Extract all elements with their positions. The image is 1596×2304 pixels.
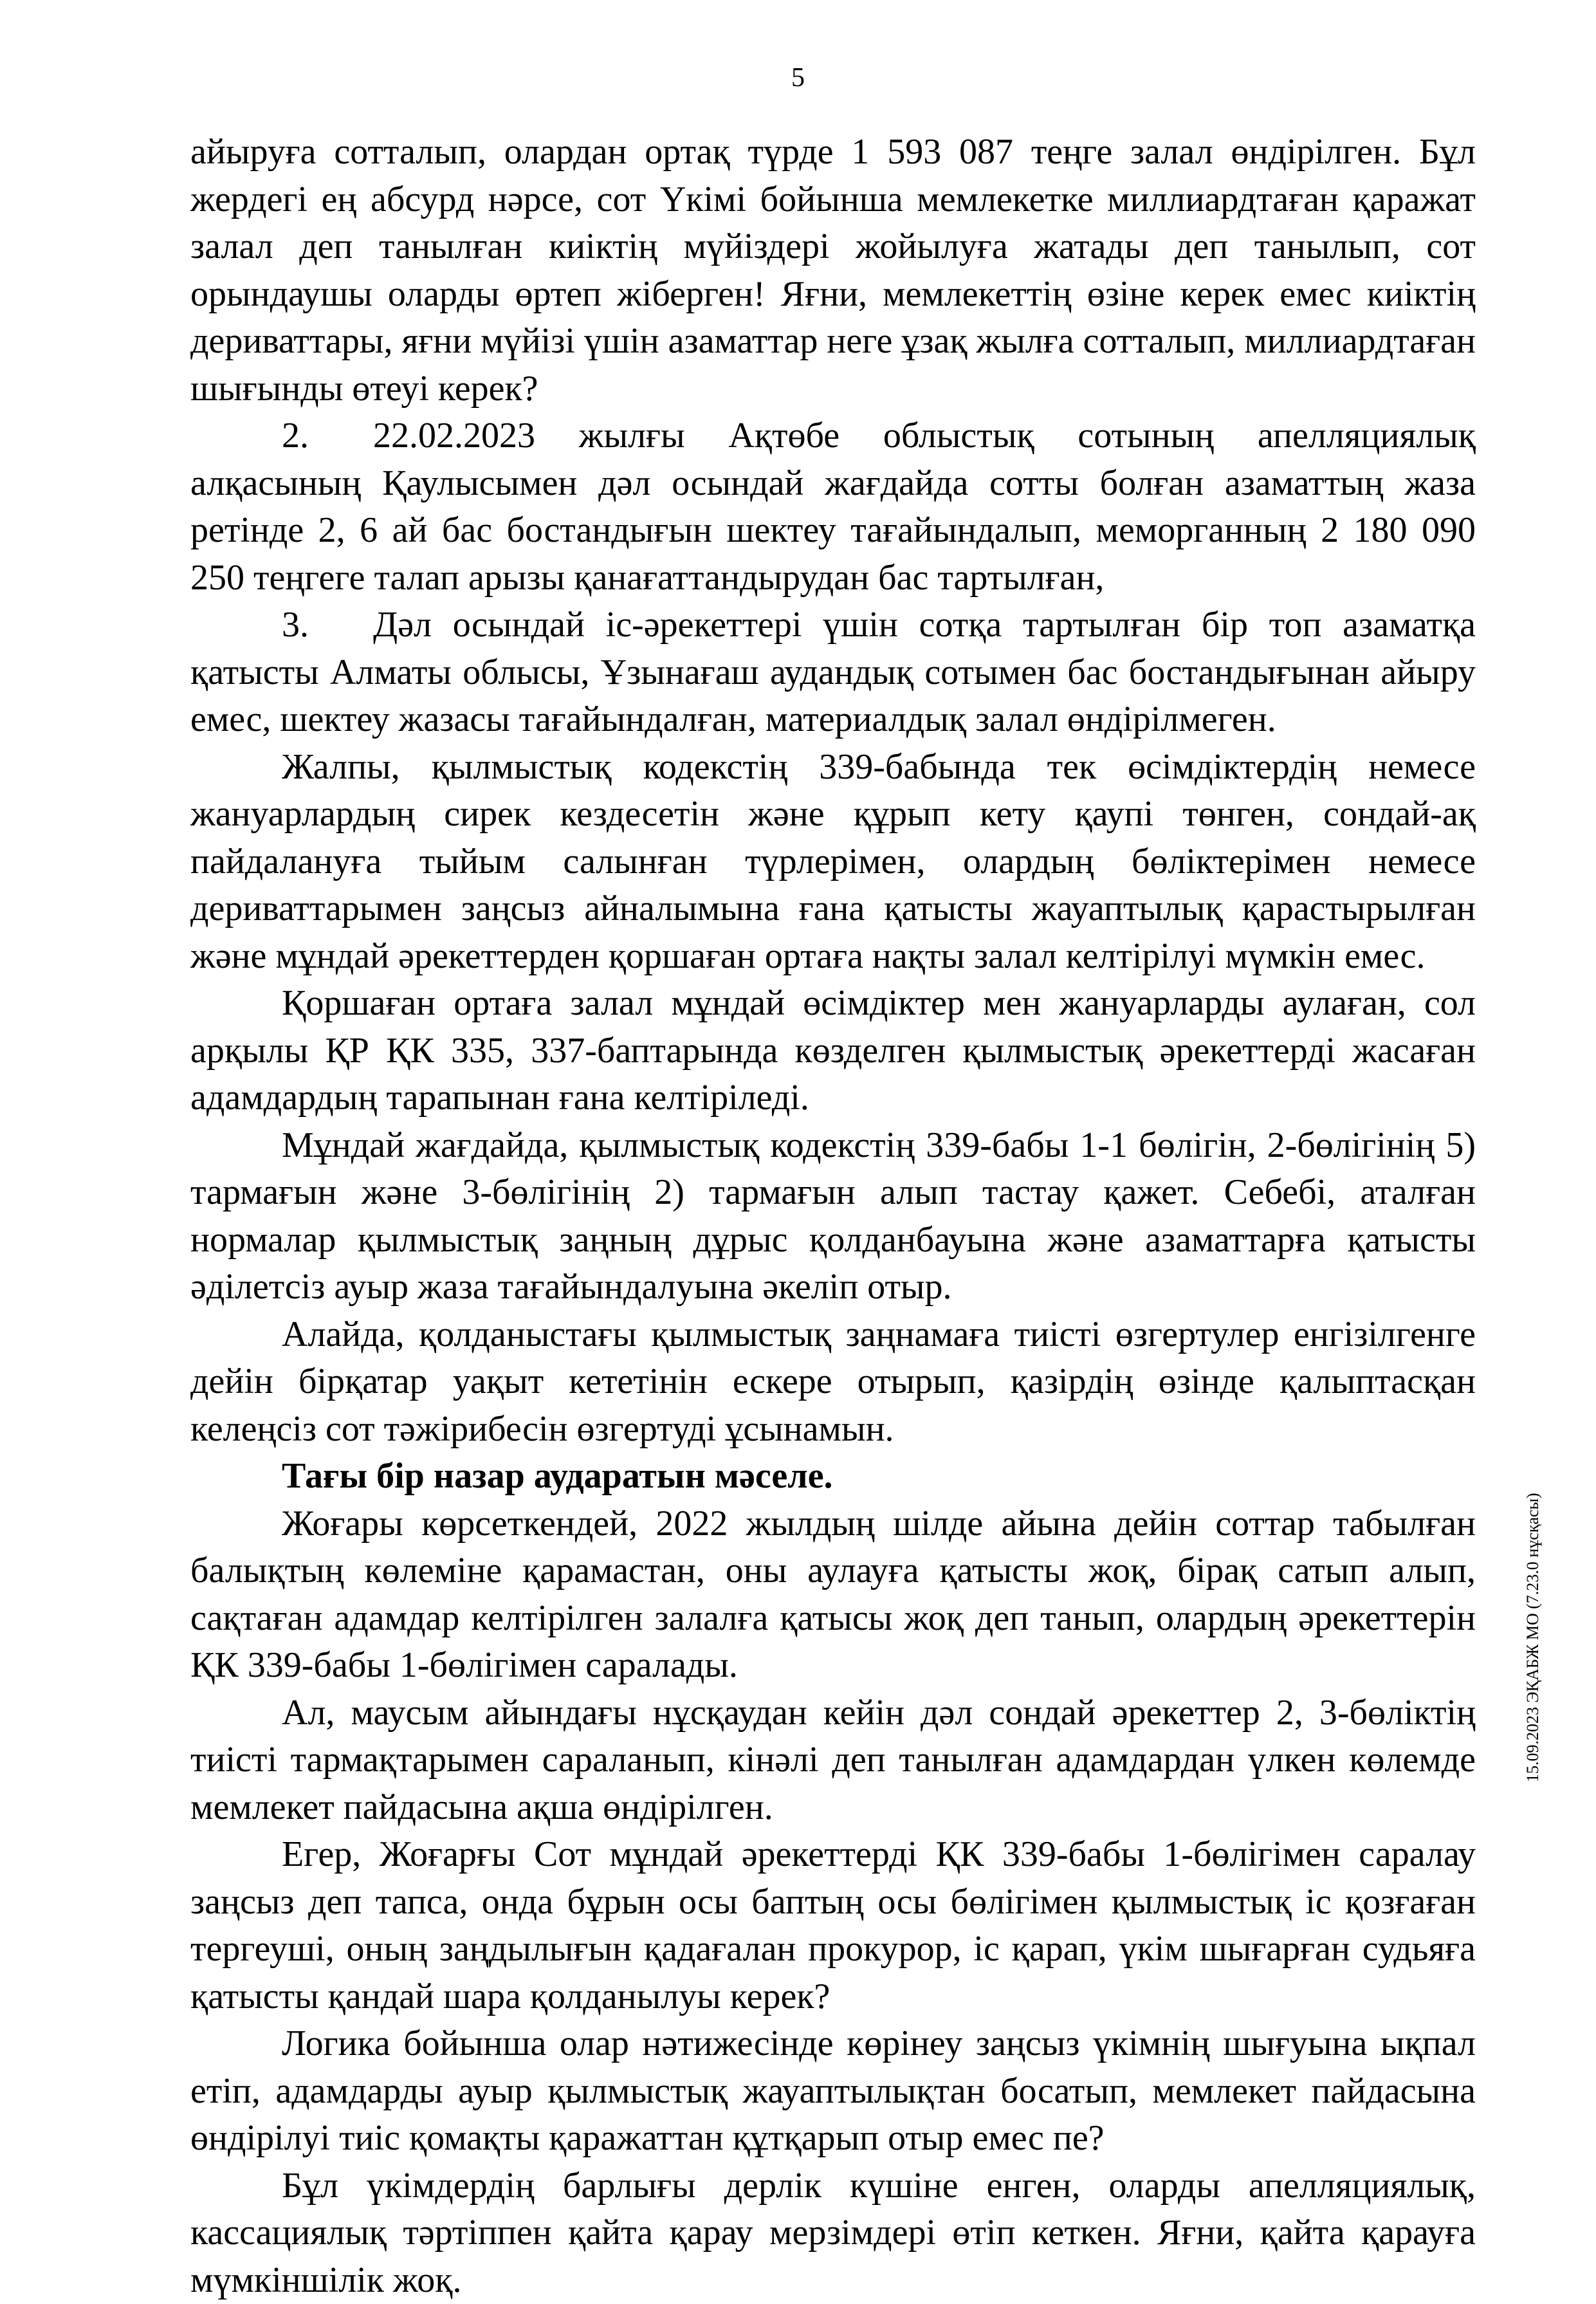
side-stamp: 15.09.2023 ЭҚАБЖ МО (7.23.0 нұсқасы)	[1525, 1493, 1541, 1782]
paragraph: Алайда, қолданыстағы қылмыстық заңнамаға тиісті өзгертулер енгізілгенге дейін бірқатар уақыт кететінін ескере отырып, қазірдің өзінде қалыптасқан келеңсіз сот тәжірибесін өзгертуді ұсынамын.	[190, 1311, 1476, 1453]
paragraph: Бұл үкімдердің барлығы дерлік күшіне енген, оларды апелляциялық, кассациялық тәртіппен қайта қарау мерзімдері өтіп кеткен. Яғни, қайта қарауға мүмкіншілік жоқ.	[190, 2162, 1476, 2304]
list-item-2	[190, 412, 1476, 602]
list-item-text: Дәл осындай іс-әрекеттері үшін сотқа тартылған бір топ азаматқа қатысты Алматы облысы, Ұзынағаш аудандық сотымен бас бостандығынан айыру емес, шектеу жазасы тағайындалған, материалдық залал өндірілмеген.	[190, 605, 1476, 739]
paragraph: Жоғары көрсеткендей, 2022 жылдың шілде айына дейін соттар табылған балықтың көлеміне қарамастан, оны аулауға қатысты жоқ, бірақ сатып алып, сақтаған адамдар келтірілген залалға қатысы жоқ деп танып, олардың әрекеттерін ҚК 339-бабы 1-бөлігімен саралады.	[190, 1500, 1476, 1690]
paragraph: Мұндай жағдайда, қылмыстық кодекстің 339-бабы 1-1 бөлігін, 2-бөлігінің 5) тармағын және 3-бөлігінің 2) тармағын алып тастау қажет. Себебі, аталған нормалар қылмыстық заңның дұрыс қолданбауына және азаматтарға қатысты әділетсіз ауыр жаза тағайындалуына әкеліп отыр.	[190, 1122, 1476, 1311]
list-item-3	[190, 602, 1476, 744]
paragraph: Ал, маусым айындағы нұсқаудан кейін дәл сондай әрекеттер 2, 3-бөліктің тиісті тармақтарымен сараланып, кінәлі деп танылған адамдардан үлкен көлемде мемлекет пайдасына ақша өндірілген.	[190, 1690, 1476, 1832]
document-body	[190, 129, 1476, 2304]
list-number: 3.	[282, 602, 373, 649]
page-number: 5	[0, 64, 1596, 91]
paragraph: Логика бойынша олар нәтижесінде көрінеу заңсыз үкімнің шығуына ықпал етіп, адамдарды ауыр қылмыстық жауаптылықтан босатып, мемлекет пайдасына өндірілуі тиіс қомақты қаражаттан құтқарып отыр емес пе?	[190, 2020, 1476, 2162]
paragraph: Жалпы, қылмыстық кодекстің 339-бабында тек өсімдіктердің немесе жануарлардың сирек кездесетін және құрып кету қаупі төнген, сондай-ақ пайдалануға тыйым салынған түрлерімен, олардың бөліктерімен немесе дериваттарымен заңсыз айналымына ғана қатысты жауаптылық қарастырылған және мұндай әрекеттерден қоршаған ортаға нақты залал келтірілуі мүмкін емес.	[190, 744, 1476, 981]
paragraph-continuation: айыруға сотталып, олардан ортақ түрде 1 593 087 теңге залал өндірілген. Бұл жердегі ең абсурд нәрсе, сот Үкімі бойынша мемлекетке миллиардтаған қаражат залал деп танылған киіктің мүйіздері жойылуға жатады деп танылып, сот орындаушы оларды өртеп жіберген! Яғни, мемлекеттің өзіне керек емес киіктің дериваттары, яғни мүйізі үшін азаматтар неге ұзақ жылға сотталып, миллиардтаған шығынды өтеуі керек?	[190, 129, 1476, 412]
paragraph: Егер, Жоғарғы Сот мұндай әрекеттерді ҚК 339-бабы 1-бөлігімен саралау заңсыз деп тапса, онда бұрын осы баптың осы бөлігімен қылмыстық іс қозғаған тергеуші, оның заңдылығын қадағалан прокурор, іс қарап, үкім шығарған судьяға қатысты қандай шара қолданылуы керек?	[190, 1831, 1476, 2020]
list-number: 2.	[282, 412, 373, 460]
list-item-text: 22.02.2023 жылғы Ақтөбе облыстық сотының апелляциялық алқасының Қаулысымен дәл осындай жағдайда сотты болған азаматтың жаза ретінде 2, 6 ай бас бостандығын шектеу тағайындалып, меморганның 2 180 090 250 теңгеге талап арызы қанағаттандырудан бас тартылған,	[190, 416, 1476, 598]
paragraph: Қоршаған ортаға залал мұндай өсімдіктер мен жануарларды аулаған, сол арқылы ҚР ҚК 335, 337-баптарында көзделген қылмыстық әрекеттерді жасаған адамдардың тарапынан ғана келтіріледі.	[190, 980, 1476, 1122]
section-heading: Тағы бір назар аударатын мәселе.	[190, 1453, 1476, 1500]
